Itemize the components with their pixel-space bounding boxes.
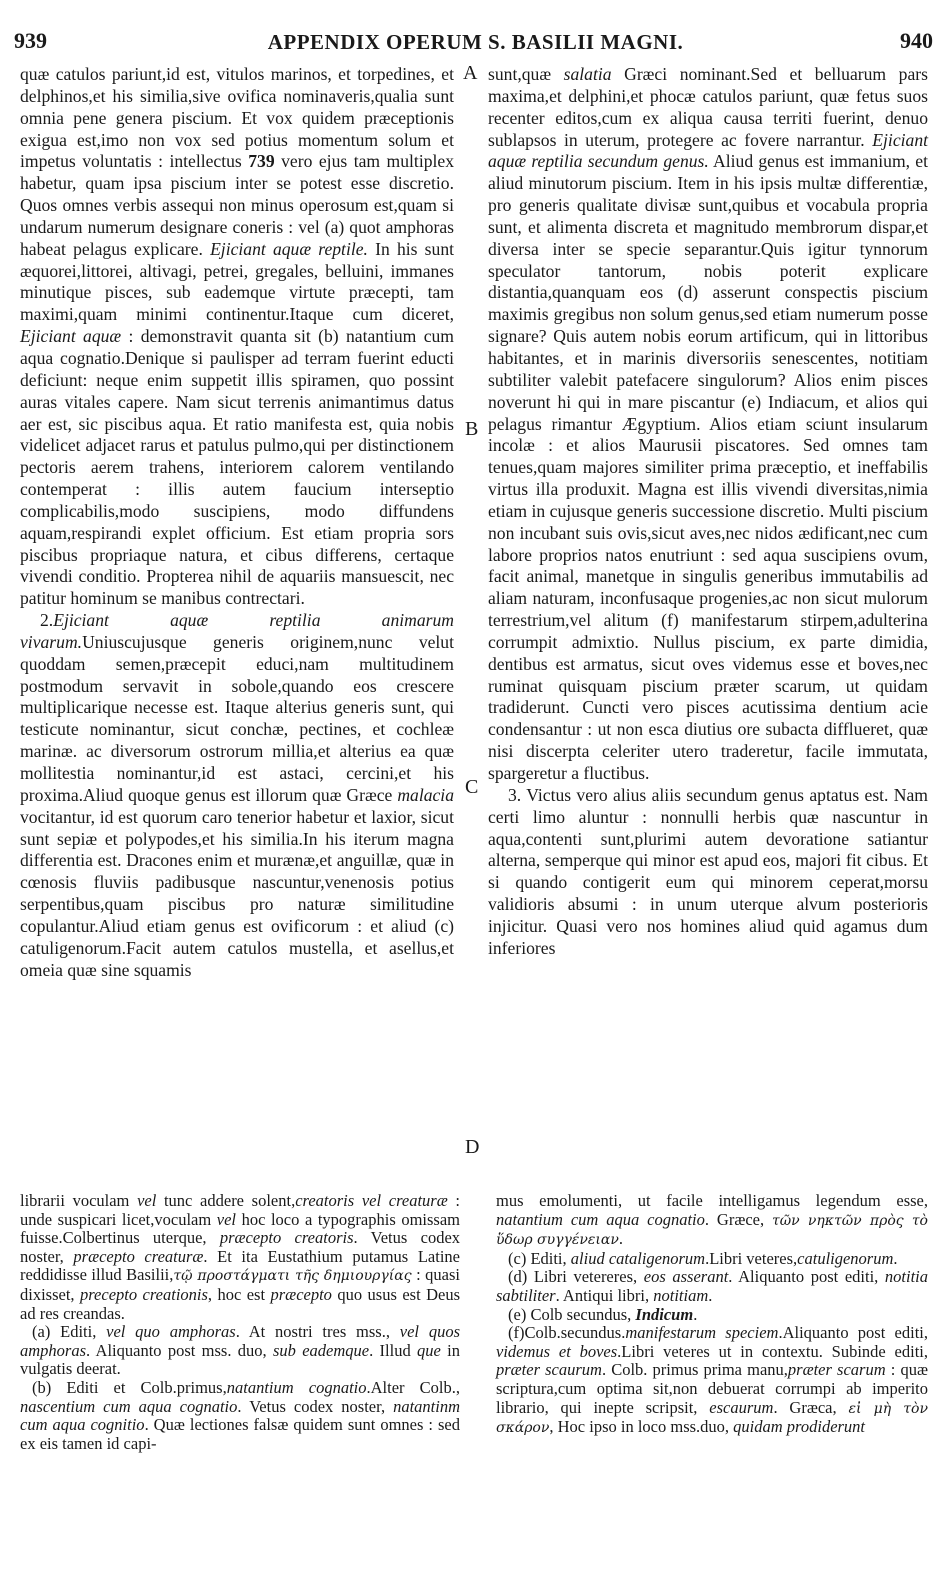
text-run: . Græce,	[704, 1209, 772, 1229]
text-run: : demonstravit quanta sit (b) natantium cum aqua cognatio.Denique si paulisper ad terram fuerint educti deficiunt: neque enim suppetit illis spiramen, quo possint auras vitales capere. Nam sicut terrenis animantimus datus aer est, sic piscibus aqua. Et ratio manifesta est, quia nobis videlicet adjacet rarus et patulus pulmo,qui per distinctionem pectoris aerem trahens, interiorem calorem ventilando contemperat : illis autem faucium interseptio complicabilis,modo suscipiens, modo diffundens aquam,respirandi explet officium. Est etiam propria sors piscibus propriaque natura, et cibus differens, certaque vivendi conditio. Propterea nihil de aquariis mansuescit, nec patitur hominum se manibus contrectari.	[20, 326, 454, 609]
text-run: . At nostri tres mss.,	[235, 1322, 400, 1342]
italic-run: natantium cum aqua cognatio	[496, 1209, 705, 1229]
italic-run: natantium cognatio	[226, 1377, 367, 1397]
footnote-e	[496, 1306, 928, 1325]
italic-run: Ejiciant aquæ reptilia animarum vivarum.	[20, 610, 454, 652]
italic-run: eos asserant	[643, 1267, 729, 1287]
text-run: .	[708, 1285, 713, 1305]
italic-run: nascentium cum aqua cognatio	[20, 1396, 238, 1416]
italic-run: escaurum	[709, 1397, 774, 1417]
page-number-left: 939	[14, 28, 47, 53]
italic-run: salatia	[563, 64, 612, 84]
margin-letter-d: D	[465, 1136, 480, 1158]
text-run: .	[618, 1229, 623, 1249]
text-run: quo usus est Deus ad res creandas.	[20, 1284, 461, 1323]
italic-run: præcepto creatoris	[219, 1228, 354, 1248]
italic-run: Ejiciant aquæ reptile.	[210, 238, 368, 259]
text-run: mus emolumenti, ut facile intelligamus legendum esse,	[496, 1191, 928, 1210]
italic-run: creatoris vel creaturæ	[295, 1191, 448, 1210]
text-run: librarii voculam	[20, 1191, 138, 1210]
italic-run: præcepto	[270, 1284, 332, 1304]
greek-text: τῶν νηκτῶν πρὸς τὸ ὕδωρ συγγένειαν	[496, 1212, 928, 1249]
italic-run: Ejiciant aquæ	[20, 326, 122, 347]
text-run: . Græca,	[773, 1397, 849, 1417]
text-run: Aliud genus est immanium, et aliud minutorum piscium. Item in his ipsis multæ differentiæ, pro generis qualitate divisæ sunt,quibus et vocabula propria sunt, et alimenta discreta et magnitudo membrorum dispar,et diversa inter se specie separantur.Quis igitur tynnorum speculator tantorum, nobis poterit explicare distantia,quanquam eos (d) asserunt conspectis piscium maximis gregibus non solum genus,sed etiam numerum posse signare? Quis autem nobis eorum artificum, qui in littoribus habitantes, et in marinis diversoriis senescentes, notitiam subtiliter valebit patefacere singulorum? Alios enim pisces noverunt hi qui in mare piscantur (e) Indiacum, et alios qui pelagus rimantur Ægyptium. Alios etiam sciunt insularum incolæ : et alios Maurusii piscatores. Sed omnes tam tenues,quam majores similiter prima præceptio, et ineffabilis virtus illa produxit. Magna est illis vivendi diversitas,nimia etiam in cujusque generis successione discretio. Multi piscium non incubant suis ovis,sicut aves,nec nidos ædificant,nec cum labore proprios natos enutriunt : sed aqua suscipiens ovum, facit animal, manetque in singulis generibus immutabilis ad aliam naturam, inconfusaque progenies,ac non sicut mulorum terrestrium,vel alitum (f) manifestarum stirpem,adulterina corrumpit admixtio. Nullus piscium, ex parte dimidia, dentibus est armatus, sicut oves videmus esse et boves,nec ruminat quisquam piscium præter scarum, ut quidam tradiderunt. Cuncti vero pisces acutissima dentium acie condensantur : ut non esca diutius ore subacta diffluеret, quæ nisi discerpta celeriter utero traderetur, facile immutata, spargeretur a fluctibus.	[488, 151, 928, 783]
italic-run: vel	[137, 1191, 157, 1210]
running-title: APPENDIX OPERUM S. BASILII MAGNI.	[267, 30, 684, 54]
italic-run: malacia	[397, 784, 454, 805]
text-run: in vulgatis deerat.	[20, 1340, 460, 1379]
text-run: , Hoc ipso in loco mss.duo,	[549, 1417, 734, 1437]
italic-run: precepto creationis	[79, 1284, 208, 1304]
footnotes-left	[20, 1192, 460, 1453]
text-run: .Libri veteres ut in contextu. Subinde editi,	[617, 1341, 929, 1361]
text-run: (b) Editi et Colb.primus,	[32, 1377, 227, 1397]
text-run: : unde suspicari licet,voculam	[20, 1191, 460, 1229]
text-run: quæ catulos pariunt,id est, vitulos marinos, et torpedines, et delphinos,et his similia,sive ovifica nominaveris,qualia sunt omnia pene genera piscium. Et vox quidem præceptionis exigua est,imo non vox sed potius momentum solum et impetus voluntatis : intellectus	[20, 64, 454, 172]
text-run: tunc addere solent,	[156, 1191, 296, 1210]
text-run: (c) Editi,	[508, 1248, 571, 1268]
text-run: (e) Colb secundus,	[508, 1304, 636, 1324]
text-run: Uniuscujusque generis originem,nunc velut quoddam semen,præcepit educi,nam multitudinem postmodum servavit in sobole,quando eos crescere multiplicarique necesse est. Itaque alterius generis sunt, qui testicute nominantur, sicut conchæ, pectines, et cochleæ marinæ. ac diversorum ostrorum millia,et alterius ea quæ mollitestia nominantur,id est astaci, cercini,et his proxima.Aliud quoque genus est illorum quæ Græce	[20, 631, 454, 805]
italic-run: vel	[216, 1209, 237, 1229]
italic-run: vel quo amphoras	[106, 1322, 236, 1342]
italic-run: aliud cataligenorum	[570, 1248, 706, 1268]
text-run: sunt,quæ	[488, 64, 564, 84]
text-run: 2.	[40, 610, 54, 631]
text-run: . Quæ lectiones falsæ quidem sunt omnes : sed ex eis tamen id capi-	[20, 1415, 460, 1453]
text-run: vero ejus tam multiplex habetur, quam ipsa piscium inter se potest esse discretio. Quos omnes verbis assequi non minus operosum est,quam si undarum numerum designare coneris : vel (a) quot amphoras habeat pelagus explicare.	[20, 151, 454, 259]
text-run: . Vetus codex noster,	[237, 1396, 394, 1416]
text-run: .Aliquanto post editi,	[778, 1323, 928, 1343]
footnote-b	[20, 1379, 460, 1453]
left-text-column	[20, 64, 454, 981]
italic-run: natantinm cum aqua cognitio	[20, 1396, 460, 1435]
text-run: vocitantur, id est quorum caro tenerior habetur et laxior, sicut sunt sepiæ et polypodes,et his similia.In his iterum magna differentia est. Dracones enim et murænæ,et anguillæ, quæ in cœnosis fluviis padibusque nascuntur,venenosis potius serpentibus,quam piscibus pro naturæ similitudine copulantur.Aliud etiam genus est ovificorum : et aliud (c) catuligenorum.Facit autem catulos mustella, et asellus,et omeia quæ sine squamis	[20, 806, 454, 980]
greek-text: εἰ μὴ τὸν σκάρον	[496, 1400, 928, 1437]
margin-letter-c: C	[465, 776, 479, 798]
paragraph-1	[20, 64, 454, 610]
footnote-a	[20, 1323, 460, 1379]
italic-run: notitiam	[653, 1285, 709, 1305]
paragraph-3	[488, 785, 928, 960]
italic-run: catuligenorum	[797, 1248, 894, 1268]
paragraph-2	[20, 610, 454, 981]
italic-run: videmus et boves	[496, 1341, 618, 1361]
margin-letter-b: B	[465, 418, 479, 440]
italic-run: præter scaurum	[496, 1360, 602, 1380]
text-run: . Colb. primus prima manu,	[601, 1360, 788, 1380]
footnote-b-continued	[496, 1192, 928, 1250]
text-run: (d) Libri vetereres,	[508, 1267, 644, 1287]
greek-text: τῷ προστάγματι τῆς δημιουργίας	[173, 1268, 412, 1285]
text-run: 739	[248, 151, 275, 172]
text-run: , hoc est	[207, 1284, 271, 1304]
footnote-c	[496, 1250, 928, 1269]
italic-run: præter scarum	[787, 1360, 886, 1380]
text-run: : quasi dixisset,	[20, 1265, 461, 1304]
footnote-continued	[20, 1192, 460, 1323]
footnote-f	[496, 1324, 928, 1438]
text-run: Græci nominant.Sed et belluarum pars maxima,et delphini,et phocæ catulos pariunt, quæ fetus suos recenter editos,cum ex aliqua causa territi fuerint, denuo sublapsos in uterum, protegere ac fovere narrantur.	[488, 64, 928, 150]
text-run: : quæ scriptura,cum optima sit,non debuerat corrumpi ab imperito librario, qui inepte scripsit,	[496, 1360, 928, 1417]
text-run: (a) Editi,	[32, 1322, 107, 1342]
italic-run: vel quos amphoras	[20, 1322, 460, 1360]
page-number-right: 940	[900, 28, 933, 53]
italic-run: quidam prodiderunt	[733, 1417, 866, 1437]
text-run: .Libri veteres,	[705, 1248, 798, 1268]
text-run: (f)Colb.secundus.	[508, 1323, 626, 1343]
italic-run: Ejiciant aquæ reptilia secundum genus.	[488, 129, 928, 172]
text-run: . Et ita Eustathium putamus Latine reddidisse illud Basilii,	[20, 1246, 460, 1285]
italic-run: notitia sabtiliter	[496, 1267, 928, 1305]
italic-run: manifestarum speciem	[625, 1323, 779, 1343]
paragraph-1-cont	[488, 64, 928, 785]
italic-run: Indicum	[635, 1304, 694, 1324]
italic-run: sub eademque	[272, 1340, 370, 1360]
page-header	[0, 10, 951, 54]
text-run: . Antiqui libri,	[555, 1285, 654, 1305]
italic-run: præcepto creaturæ	[73, 1246, 204, 1266]
text-run: .	[693, 1304, 698, 1324]
text-run: . Aliquanto post editi,	[728, 1267, 885, 1287]
footnote-d	[496, 1268, 928, 1305]
text-run: .Alter Colb.,	[366, 1377, 460, 1397]
right-text-column	[488, 64, 928, 960]
text-run: . Aliquanto post mss. duo,	[86, 1340, 273, 1360]
text-run: .	[893, 1248, 898, 1268]
text-run: In his sunt æquorei,littorei, altivagi, petrei, gregales, belluini, immanes minutique pisces, sub eademque virtute præcepti, tam maximi,quam minimi continentur.Itaque cum diceret,	[20, 238, 454, 325]
text-run: . Illud	[369, 1340, 418, 1360]
text-run: 3. Victus vero alius aliis secundum genus aptatus est. Nam certi limo aluntur : nonnulli herbis quæ nascuntur in aqua,contenti sunt,plurimi autem devoratione satiantur alterna, semperque qui minor est apud eos, majori fit cibus. Et si quando contigerit eum qui minorem ceperat,morsu validioris absumi : in unum uterque alvum posterioris injicitur. Quasi vero nos homines aliud quid agamus dum inferiores	[488, 784, 928, 958]
text-run: . Vetus codex noster,	[20, 1228, 461, 1266]
text-run: hoc loco a typographis omissam fuisse.Colbertinus uterque,	[20, 1209, 460, 1248]
footnotes-right	[496, 1192, 928, 1438]
margin-letter-a: A	[463, 62, 478, 84]
italic-run: que	[417, 1340, 441, 1360]
